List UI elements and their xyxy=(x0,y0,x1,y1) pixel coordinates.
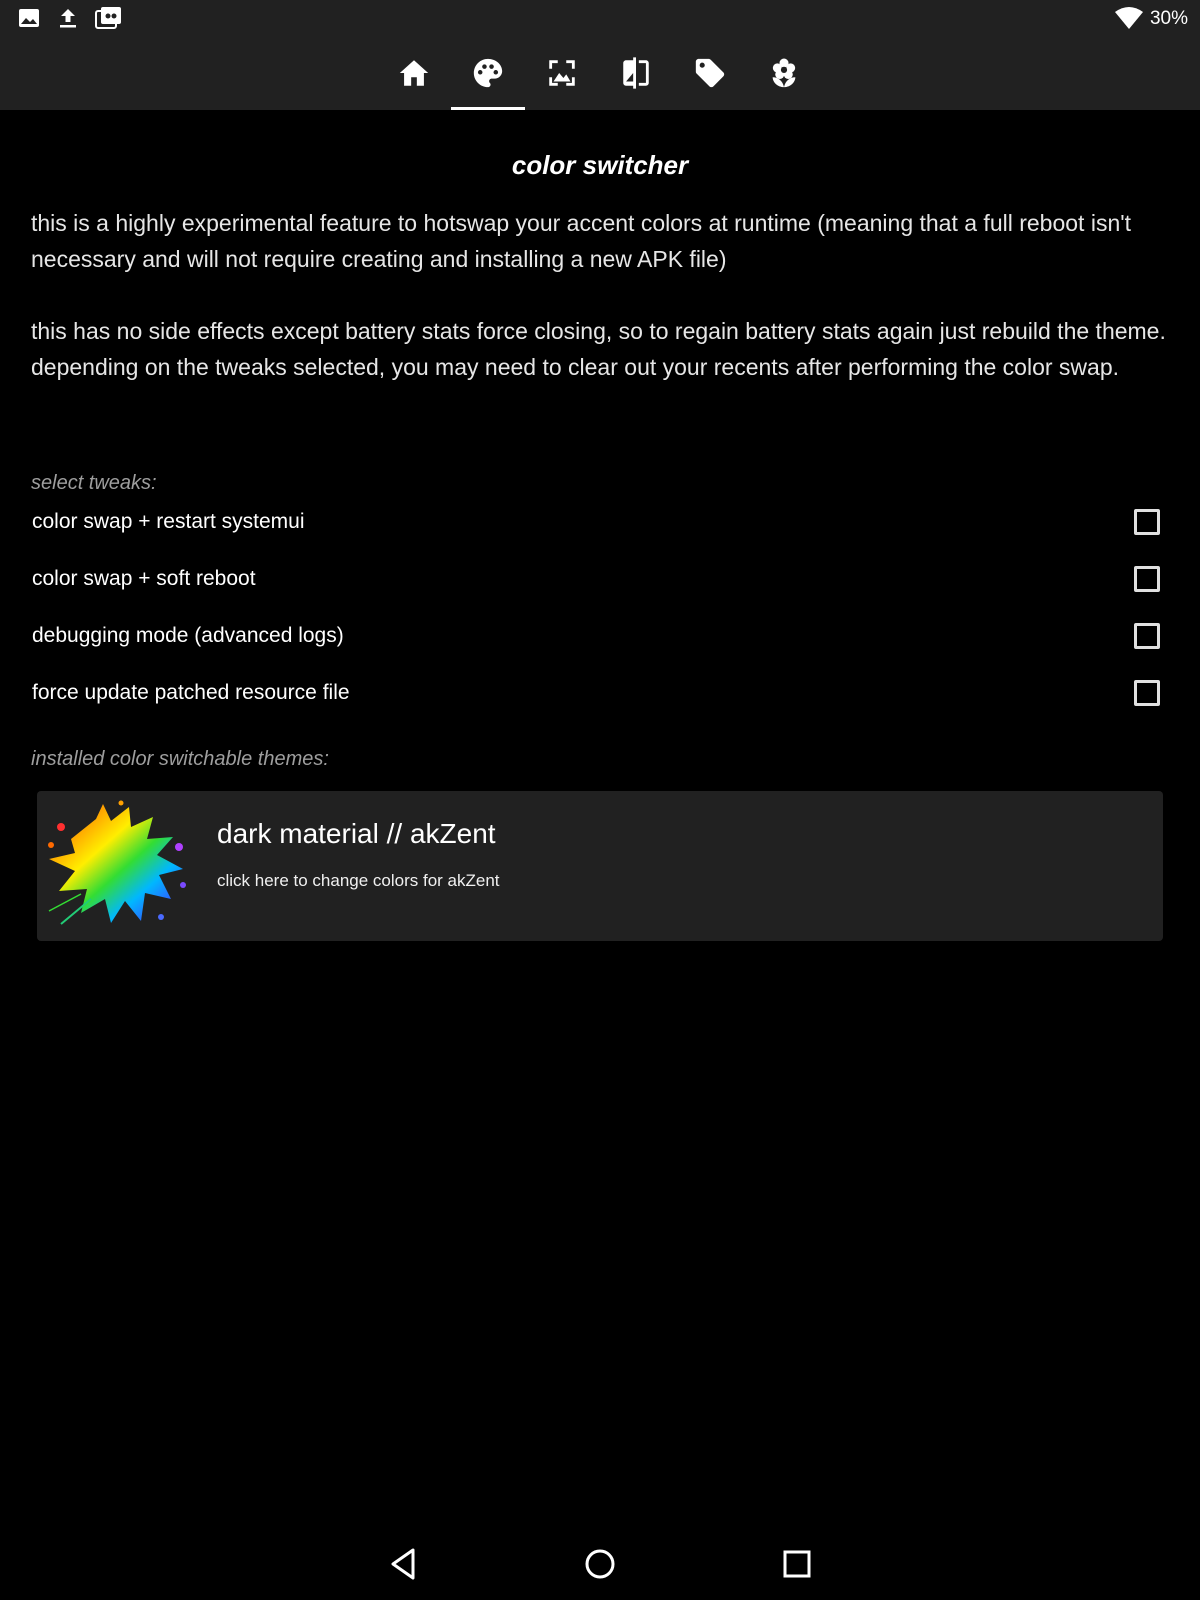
tweak-row[interactable] xyxy=(0,494,1200,550)
tab-home[interactable] xyxy=(377,36,451,110)
image-notification-icon xyxy=(17,6,41,30)
theme-card-title: dark material // akZent xyxy=(217,818,496,849)
upload-notification-icon xyxy=(56,6,80,30)
tweak-label: color swap + restart systemui xyxy=(32,510,305,533)
tweak-row[interactable] xyxy=(0,608,1200,664)
tweak-row[interactable] xyxy=(0,665,1200,721)
intro-paragraph: this is a highly experimental feature to hotswap your accent colors at runtime (meaning that a full reboot isn't necessary and will not require creating and installing a new APK file) xyxy=(31,210,1132,272)
tweak-label: force update patched resource file xyxy=(32,681,350,704)
tweak-row[interactable] xyxy=(0,551,1200,607)
compare-icon xyxy=(619,56,653,90)
select-tweaks-label: select tweaks: xyxy=(31,472,157,494)
installed-themes-label: installed color switchable themes: xyxy=(31,748,329,770)
home-icon xyxy=(397,56,431,90)
wifi-icon xyxy=(1114,6,1144,30)
flower-icon xyxy=(767,56,801,90)
battery-level: 30% xyxy=(1149,8,1188,29)
warning-paragraph: this has no side effects except battery stats force closing, so to regain battery stats again just rebuild the theme. depending on the tweaks selected, you may need to clear out your recents after performing the color swap. xyxy=(31,318,1166,380)
tag-icon xyxy=(693,56,727,90)
tab-bar xyxy=(0,36,1200,110)
tweak-checkbox[interactable] xyxy=(1134,623,1160,649)
tweak-label: debugging mode (advanced logs) xyxy=(32,624,344,647)
tweak-checkbox[interactable] xyxy=(1134,680,1160,706)
paint-splash-icon xyxy=(41,799,191,929)
recents-icon[interactable] xyxy=(775,1542,819,1586)
tweak-checkbox[interactable] xyxy=(1134,566,1160,592)
tweak-label: color swap + soft reboot xyxy=(32,567,256,590)
tab-compare[interactable] xyxy=(599,36,673,110)
theme-card-akzent[interactable] xyxy=(37,791,1163,941)
back-icon[interactable] xyxy=(381,1542,425,1586)
tab-colors[interactable] xyxy=(451,36,525,110)
image-crop-icon xyxy=(545,56,579,90)
tab-tags[interactable] xyxy=(673,36,747,110)
gallery-notification-icon xyxy=(95,6,123,30)
theme-card-subtitle: click here to change colors for akZent xyxy=(217,871,500,890)
tab-flower[interactable] xyxy=(747,36,821,110)
navigation-bar xyxy=(0,1528,1200,1600)
palette-icon xyxy=(471,56,505,90)
status-bar xyxy=(0,0,1200,36)
home-circle-icon[interactable] xyxy=(578,1542,622,1586)
tweak-checkbox[interactable] xyxy=(1134,509,1160,535)
page-title: color switcher xyxy=(511,150,689,180)
tab-wallpapers[interactable] xyxy=(525,36,599,110)
